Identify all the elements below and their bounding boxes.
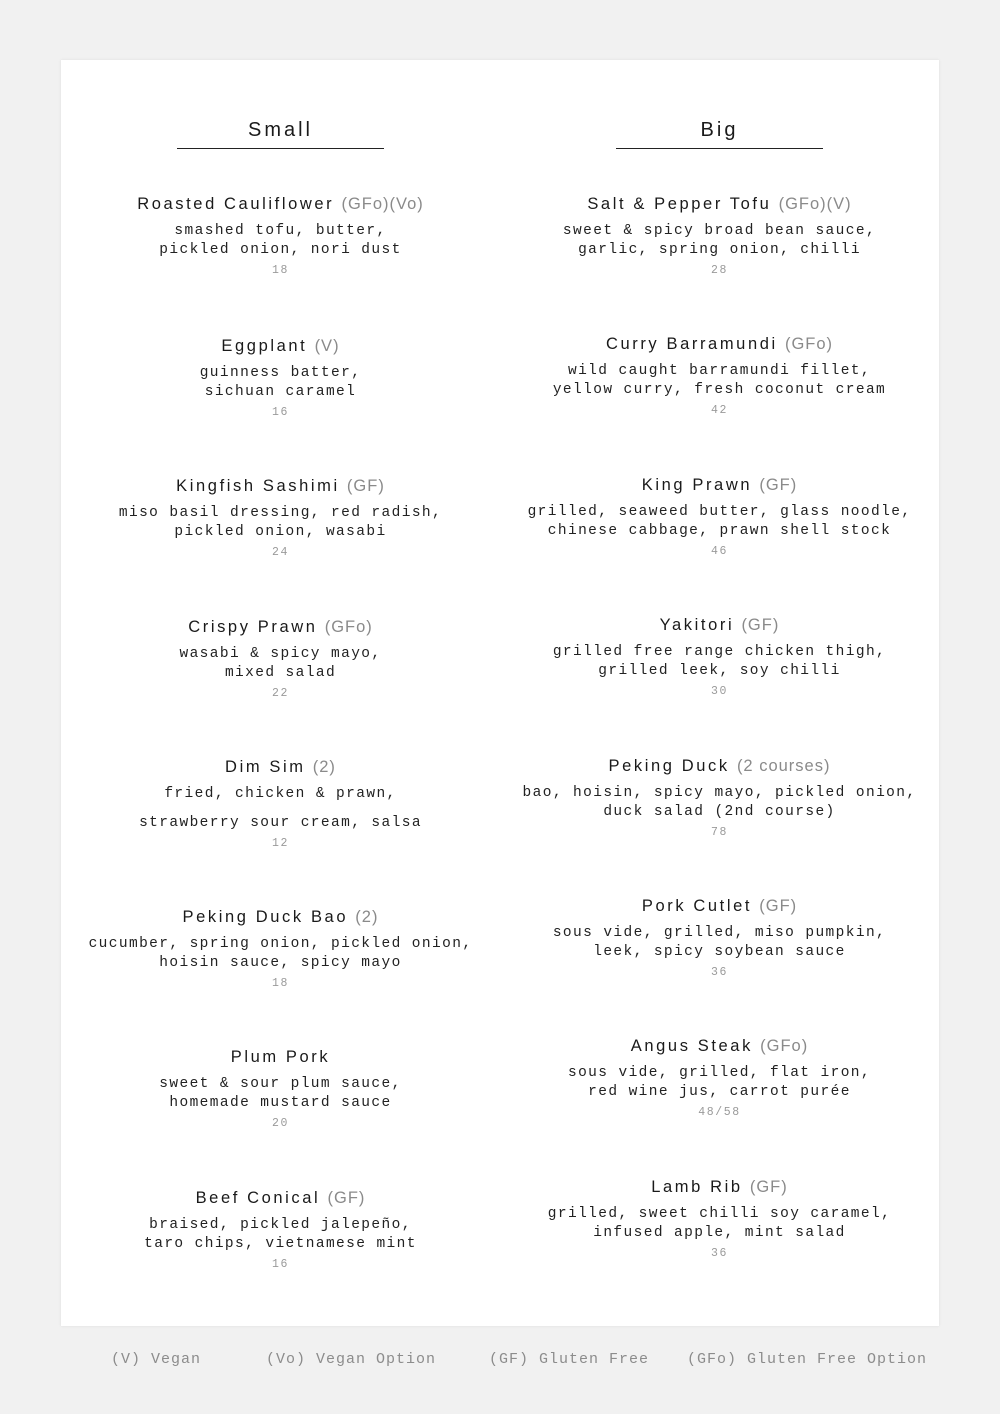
item-tag: (GFo) xyxy=(784,335,834,353)
menu-item xyxy=(500,1176,939,1262)
item-name: Roasted Cauliflower (GFo)(Vo) xyxy=(137,195,424,213)
item-name: Pork Cutlet (GF) xyxy=(641,897,798,915)
item-tag: (GF) xyxy=(759,476,798,494)
item-tag: (GFo) xyxy=(324,618,373,636)
item-price: 78 xyxy=(710,826,728,839)
item-name: Curry Barramundi (GFo) xyxy=(605,335,834,353)
item-description: wild caught barramundi fillet, yellow curry, fresh coconut cream xyxy=(552,363,887,398)
section-title-small: Small xyxy=(247,119,313,141)
item-price: 18 xyxy=(271,264,289,277)
menu-item xyxy=(500,193,939,279)
item-price: 16 xyxy=(271,1258,289,1271)
item-price: 30 xyxy=(710,685,728,698)
item-description: miso basil dressing, red radish, pickled onion, wasabi xyxy=(118,505,443,540)
item-description: smashed tofu, butter, pickled onion, nori dust xyxy=(159,223,402,258)
section-rule xyxy=(177,148,384,149)
item-description: bao, hoisin, spicy mayo, pickled onion, duck salad (2nd course) xyxy=(522,785,917,820)
menu-item xyxy=(61,193,500,279)
menu-item xyxy=(500,614,939,700)
item-description: sweet & spicy broad bean sauce, garlic, spring onion, chilli xyxy=(562,223,877,258)
item-price: 20 xyxy=(271,1117,289,1130)
item-tag: (2) xyxy=(312,758,336,776)
item-price: 12 xyxy=(271,837,289,850)
menu-item xyxy=(61,1187,500,1273)
item-description: sweet & sour plum sauce, homemade mustard sauce xyxy=(159,1076,402,1111)
item-tag: (2) xyxy=(355,908,379,926)
item-tag: (GF) xyxy=(327,1189,366,1207)
item-name: Kingfish Sashimi (GF) xyxy=(176,477,385,495)
menu-item xyxy=(61,906,500,992)
big-header xyxy=(500,117,939,149)
menu-card xyxy=(61,60,939,1326)
item-price: 28 xyxy=(710,264,728,277)
item-name: Yakitori (GF) xyxy=(659,616,780,634)
item-description: grilled, sweet chilli soy caramel, infused apple, mint salad xyxy=(547,1206,892,1241)
item-price: 46 xyxy=(710,545,728,558)
item-name: Beef Conical (GF) xyxy=(195,1189,366,1207)
item-name: Peking Duck (2 courses) xyxy=(608,757,831,775)
item-name: Angus Steak (GFo) xyxy=(630,1037,809,1055)
item-price: 18 xyxy=(271,977,289,990)
item-name: Crispy Prawn (GFo) xyxy=(188,618,373,636)
item-tag: (V) xyxy=(314,337,340,355)
item-description: sous vide, grilled, miso pumpkin, leek, spicy soybean sauce xyxy=(552,925,887,960)
dietary-legend xyxy=(0,1349,1000,1373)
item-tag: (GF) xyxy=(749,1178,788,1196)
item-name: King Prawn (GF) xyxy=(641,476,798,494)
item-name: Dim Sim (2) xyxy=(225,758,336,776)
item-name: Peking Duck Bao (2) xyxy=(182,908,379,926)
item-tag: (GF) xyxy=(346,477,385,495)
item-tag: (GF) xyxy=(759,897,798,915)
item-description: fried, chicken & prawn, strawberry sour cream, salsa xyxy=(139,786,422,831)
item-tag: (GFo)(Vo) xyxy=(341,195,424,213)
item-description: wasabi & spicy mayo, mixed salad xyxy=(179,646,382,681)
menu-item xyxy=(500,1035,939,1121)
menu-item xyxy=(500,755,939,841)
menu-item xyxy=(61,756,500,852)
item-price: 22 xyxy=(271,687,289,700)
legend-vegan: (V) Vegan xyxy=(111,1351,202,1368)
item-price: 16 xyxy=(271,406,289,419)
item-price: 36 xyxy=(710,966,728,979)
menu-item xyxy=(500,333,939,419)
menu-item xyxy=(500,474,939,560)
section-rule xyxy=(616,148,823,149)
small-header xyxy=(61,117,500,149)
item-tag: (2 courses) xyxy=(736,757,831,775)
legend-gluten-free: (GF) Gluten Free xyxy=(489,1351,650,1368)
menu-item xyxy=(500,895,939,981)
item-tag: (GF) xyxy=(741,616,780,634)
item-price: 48/58 xyxy=(698,1106,741,1119)
item-price: 24 xyxy=(271,546,289,559)
item-description: guinness batter, sichuan caramel xyxy=(199,365,362,400)
menu-item xyxy=(61,475,500,561)
item-name: Plum Pork xyxy=(230,1048,331,1066)
menu-item xyxy=(61,616,500,702)
item-description: braised, pickled jalepeño, taro chips, vietnamese mint xyxy=(144,1217,417,1252)
item-price: 36 xyxy=(710,1247,728,1260)
item-description: grilled free range chicken thigh, grilled leek, soy chilli xyxy=(552,644,887,679)
item-description: sous vide, grilled, flat iron, red wine jus, carrot purée xyxy=(567,1065,872,1100)
section-title-big: Big xyxy=(700,119,739,141)
item-description: cucumber, spring onion, pickled onion, hoisin sauce, spicy mayo xyxy=(88,936,473,971)
menu-item xyxy=(61,335,500,421)
item-description: grilled, seaweed butter, glass noodle, chinese cabbage, prawn shell stock xyxy=(527,504,912,539)
legend-gluten-free-option: (GFo) Gluten Free Option xyxy=(687,1351,928,1368)
item-tag: (GFo) xyxy=(760,1037,809,1055)
item-name: Eggplant (V) xyxy=(221,337,340,355)
item-tag: (GFo)(V) xyxy=(778,195,852,213)
item-name: Salt & Pepper Tofu (GFo)(V) xyxy=(587,195,852,213)
menu-item xyxy=(61,1046,500,1132)
item-name: Lamb Rib (GF) xyxy=(651,1178,788,1196)
legend-vegan-option: (Vo) Vegan Option xyxy=(266,1351,437,1368)
item-price: 42 xyxy=(710,404,728,417)
